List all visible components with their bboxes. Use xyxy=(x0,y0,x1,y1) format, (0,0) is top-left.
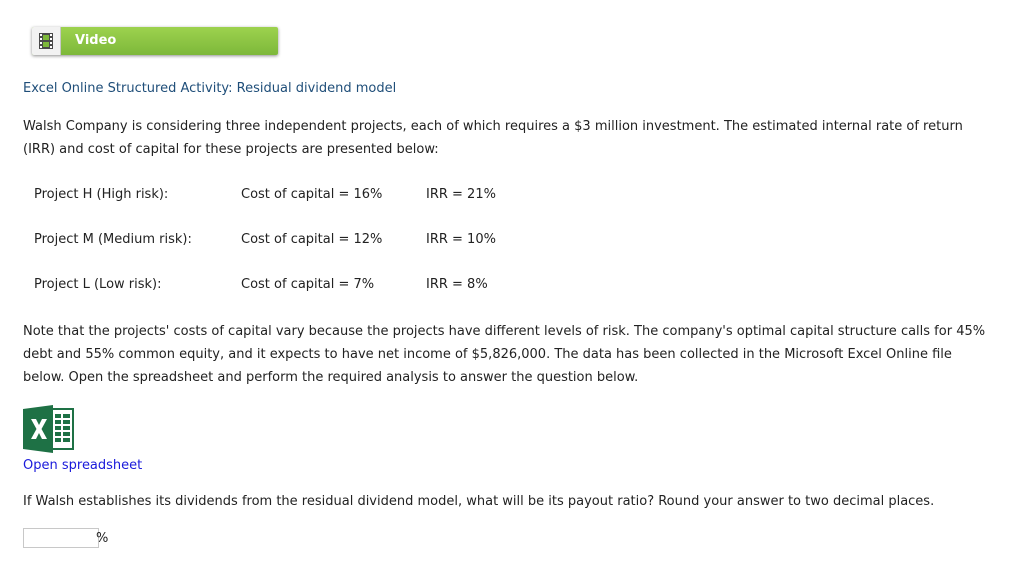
excel-icon[interactable] xyxy=(23,405,75,453)
project-irr: IRR = 10% xyxy=(426,232,496,247)
film-icon xyxy=(32,27,61,55)
project-irr: IRR = 21% xyxy=(426,187,496,202)
project-cost-of-capital: Cost of capital = 16% xyxy=(241,187,383,202)
project-cost-of-capital: Cost of capital = 12% xyxy=(241,232,383,247)
project-name: Project H (High risk): xyxy=(34,187,169,202)
project-name: Project L (Low risk): xyxy=(34,277,162,292)
project-irr: IRR = 8% xyxy=(426,277,488,292)
question-text: If Walsh establishes its dividends from the residual dividend model, what will be its payout ratio? Round your answer to two decimal places. xyxy=(23,494,935,509)
payout-ratio-input[interactable] xyxy=(23,528,99,548)
project-cost-of-capital: Cost of capital = 7% xyxy=(241,277,375,292)
project-row-h xyxy=(34,187,634,207)
percent-unit-label: % xyxy=(96,531,109,546)
project-row-m xyxy=(34,232,634,252)
activity-title: Excel Online Structured Activity: Residual dividend model xyxy=(23,81,397,96)
project-row-l xyxy=(34,277,634,297)
video-button-label: Video xyxy=(75,33,117,48)
project-name: Project M (Medium risk): xyxy=(34,232,192,247)
video-button[interactable] xyxy=(32,27,278,55)
open-spreadsheet-link[interactable]: Open spreadsheet xyxy=(23,458,143,473)
note-paragraph: Note that the projects' costs of capital vary because the projects have different levels of risk. The company's optimal capital structure calls for 45% debt and 55% common equity, and it expects to have net income of $5,826,000. The data has been collected in the Microsoft Excel Online file below. Open the spreadsheet and perform the required analysis to answer the question below. xyxy=(23,324,986,385)
intro-paragraph: Walsh Company is considering three independent projects, each of which requires a $3 million investment. The estimated internal rate of return (IRR) and cost of capital for these projects are presented below: xyxy=(23,119,963,157)
